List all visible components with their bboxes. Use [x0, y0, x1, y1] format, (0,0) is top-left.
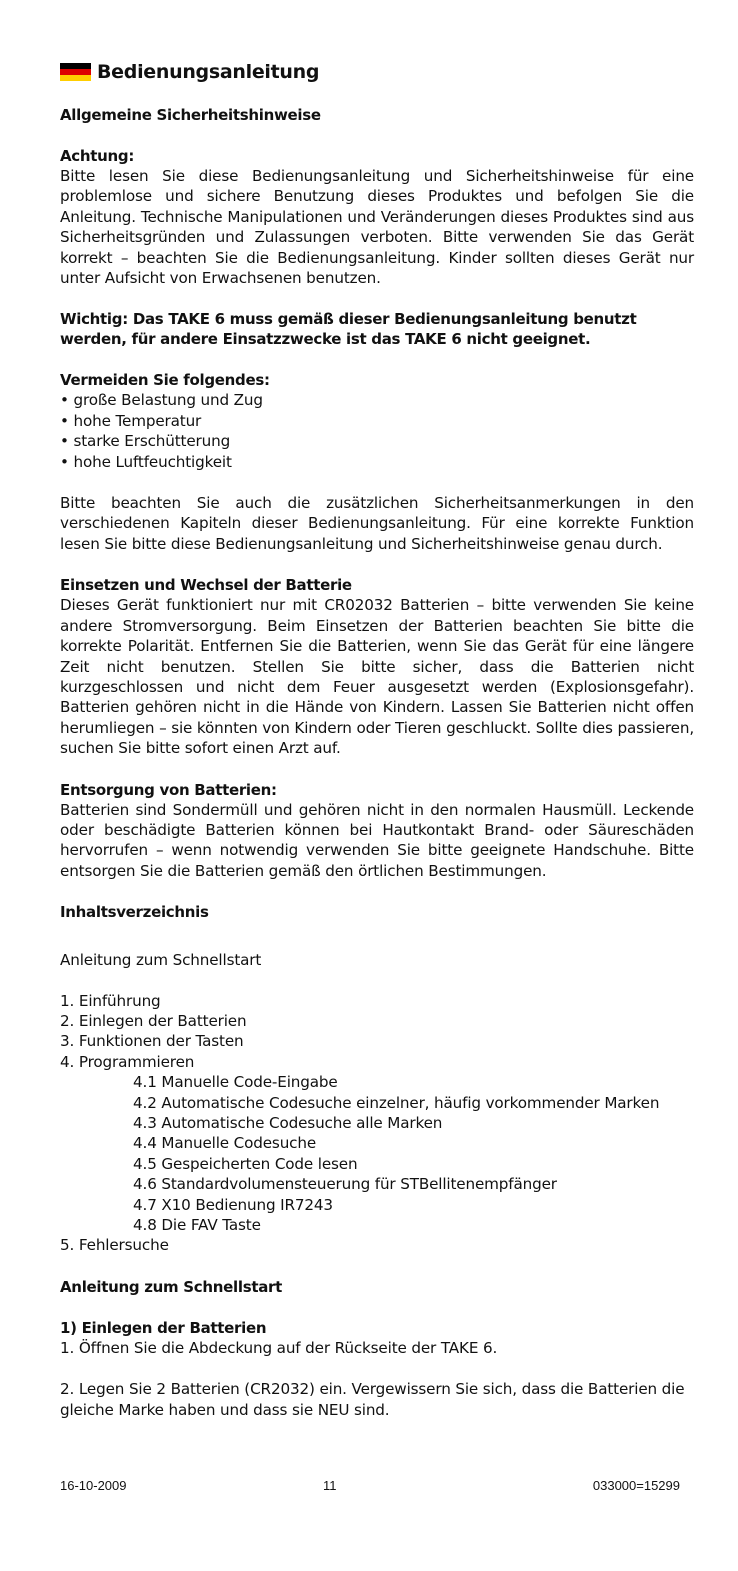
list-item: • große Belastung und Zug: [60, 391, 263, 410]
attention-text: Bitte lesen Sie diese Bedienungsanleitung und Sicherheitshinweise für eine problemlose und sichere Benutzung dieses Produktes und befolgen Sie die Anleitung. Technische Manipulationen und Veränderungen dieses Produktes sind aus Sicherheitsgründen und Zulassungen verboten. Bitte verwenden Sie das Gerät korrekt – beachten Sie die Bedienungsanleitung. Kinder sollten dieses Gerät nur unter Aufsicht von Erwachsenen benutzen.: [60, 167, 694, 288]
avoid-heading: Vermeiden Sie folgendes:: [60, 371, 270, 390]
title-row: [60, 58, 694, 86]
disposal-text: Batterien sind Sondermüll und gehören nicht in den normalen Hausmüll. Leckende oder beschädigte Batterien können bei Hautkontakt Brand- oder Säureschäden hervorrufen – wenn notwendig verwenden Sie bitte geeignete Handschuhe. Bitte entsorgen Sie die Batterien gemäß den örtlichen Bestimmungen.: [60, 800, 694, 880]
list-item: • hohe Luftfeuchtigkeit: [60, 452, 232, 471]
toc-item: 5. Fehlersuche: [60, 1236, 169, 1255]
quickstart-step-2: 2. Legen Sie 2 Batterien (CR2032) ein. Vergewissern Sie sich, dass die Batterien die gleiche Marke haben und dass sie NEU sind.: [60, 1380, 685, 1419]
document-title: Bedienungsanleitung: [97, 61, 320, 83]
footer-doc-code: 033000=15299: [592, 1478, 680, 1493]
list-item: • starke Erschütterung: [60, 432, 231, 451]
toc-subitem: 4.4 Manuelle Codesuche: [133, 1134, 317, 1153]
table-of-contents: [60, 991, 694, 1256]
toc-heading: Inhaltsverzeichnis: [60, 903, 209, 922]
toc-subitem: 4.2 Automatische Codesuche einzelner, häufig vorkommender Marken: [133, 1093, 660, 1112]
additional-safety-text: Bitte beachten Sie auch die zusätzlichen Sicherheitsanmerkungen in den verschiedenen Kapiteln dieser Bedienungsanleitung. Für eine korrekte Funktion lesen Sie bitte diese Bedienungsanleitung und Sicherheitshinweise genau durch.: [60, 494, 694, 553]
toc-subitem: 4.5 Gespeicherten Code lesen: [133, 1154, 358, 1173]
list-item: • hohe Temperatur: [60, 411, 202, 430]
safety-heading: Allgemeine Sicherheitshinweise: [60, 106, 321, 124]
insert-batteries-heading: 1) Einlegen der Batterien: [60, 1318, 267, 1337]
footer-date: 16-10-2009: [60, 1478, 127, 1493]
toc-quickstart: Anleitung zum Schnellstart: [60, 951, 262, 970]
battery-text: Dieses Gerät funktioniert nur mit CR02032 Batterien – bitte verwenden Sie keine andere Stromversorgung. Beim Einsetzen der Batterien beachten Sie bitte die korrekte Polarität. Entfernen Sie die Batterien, wenn Sie das Gerät für eine längere Zeit nicht benutzen. Stellen Sie bitte sicher, dass die Batterien nicht kurzgeschlossen und nicht dem Feuer ausgesetzt werden (Explosionsgefahr). Batterien gehören nicht in die Hände von Kindern. Lassen Sie Batterien nicht offen herumliegen – sie könnten von Kindern oder Tieren geschluckt. Sollte dies passieren, suchen Sie bitte sofort einen Arzt auf.: [60, 596, 694, 758]
footer-page-number: 11: [323, 1478, 337, 1493]
german-flag-icon: [60, 63, 91, 82]
toc-subitem: 4.6 Standardvolumensteuerung für STBellitenempfänger: [133, 1175, 557, 1194]
toc-subitem: 4.1 Manuelle Code-Eingabe: [133, 1073, 338, 1092]
toc-item: 1. Einführung: [60, 991, 161, 1010]
quickstart-heading: Anleitung zum Schnellstart: [60, 1277, 282, 1296]
avoid-list: [60, 390, 694, 472]
toc-subitem: 4.7 X10 Bedienung IR7243: [133, 1195, 333, 1214]
attention-label: Achtung:: [60, 147, 135, 165]
page-footer: [60, 1478, 680, 1496]
important-note: Wichtig: Das TAKE 6 muss gemäß dieser Bedienungsanleitung benutzt werden, für andere Einsatzzwecke ist das TAKE 6 nicht geeignet.: [60, 310, 637, 349]
toc-item: 4. Programmieren: [60, 1052, 195, 1071]
toc-subitem: 4.8 Die FAV Taste: [133, 1216, 261, 1235]
toc-item: 2. Einlegen der Batterien: [60, 1011, 247, 1030]
disposal-heading: Entsorgung von Batterien:: [60, 780, 277, 799]
toc-item: 3. Funktionen der Tasten: [60, 1032, 244, 1051]
document-page: [60, 58, 694, 1420]
battery-heading: Einsetzen und Wechsel der Batterie: [60, 576, 352, 595]
toc-subitem: 4.3 Automatische Codesuche alle Marken: [133, 1114, 443, 1132]
quickstart-step-1: 1. Öffnen Sie die Abdeckung auf der Rückseite der TAKE 6.: [60, 1338, 498, 1357]
